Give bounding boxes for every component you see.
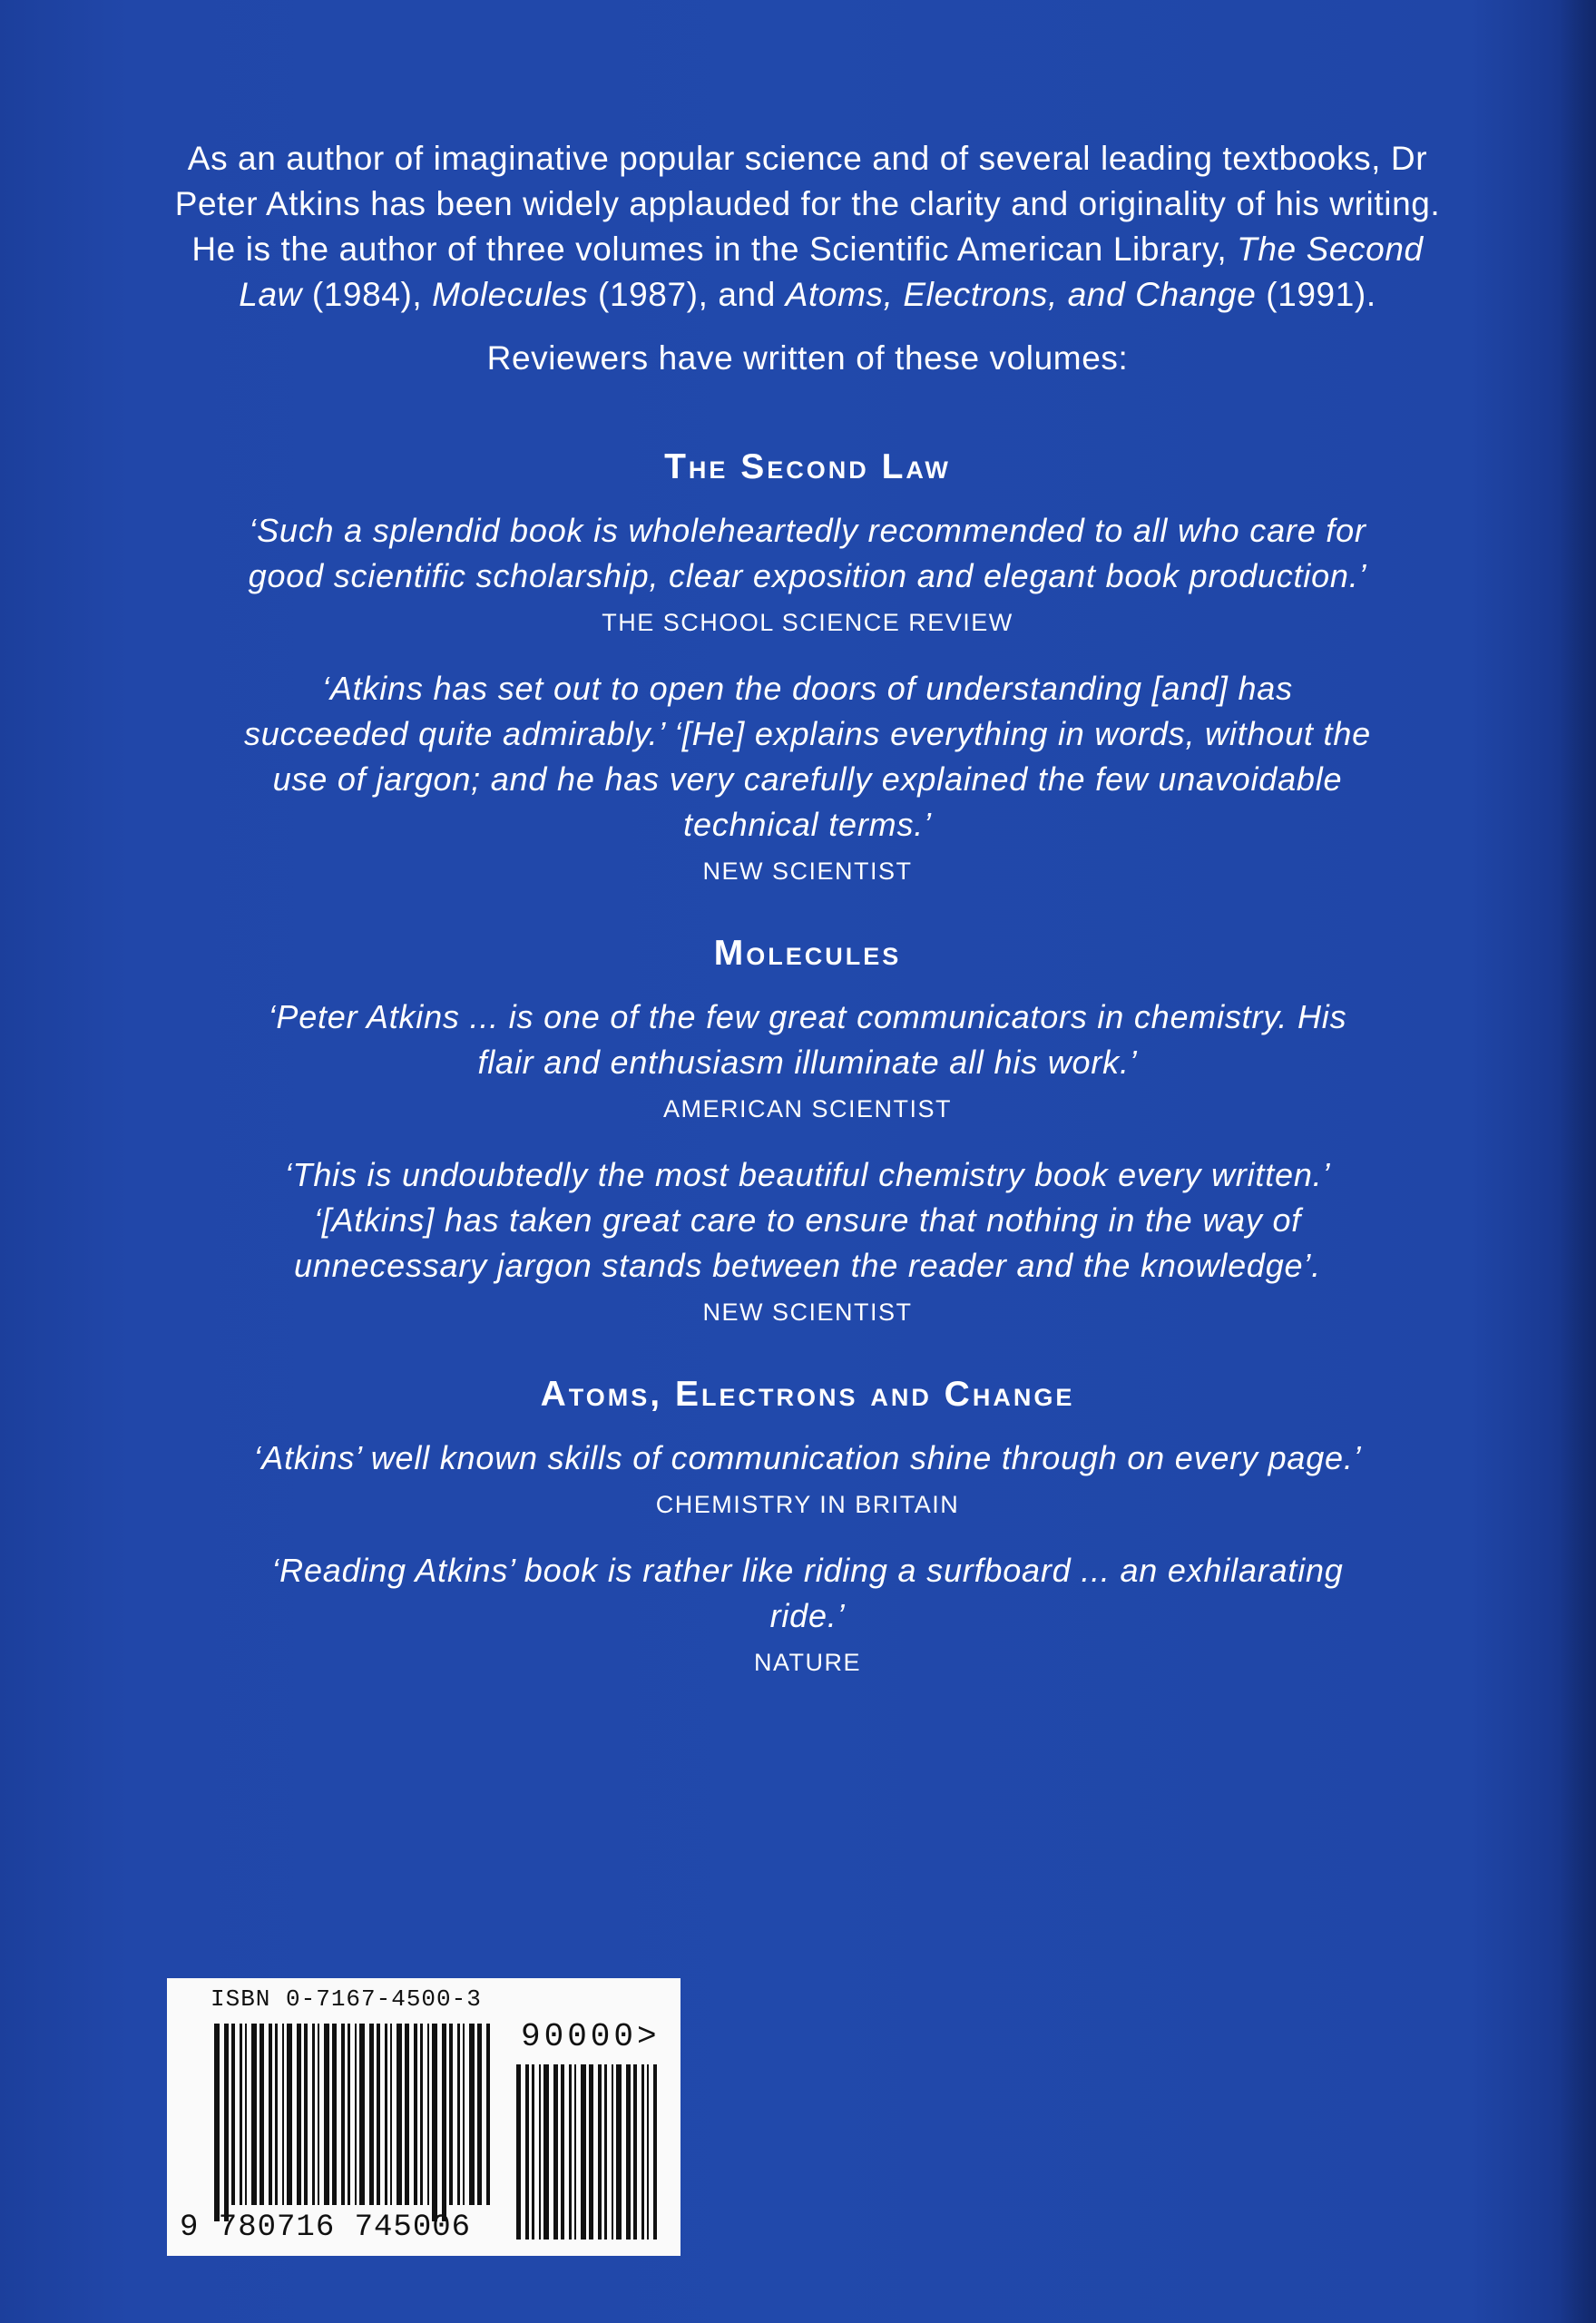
barcode-bar bbox=[516, 2064, 521, 2240]
barcode-bar bbox=[469, 2024, 475, 2205]
review-quote: ‘Reading Atkins’ book is rather like riding a surfboard ... an exhilarating ride.’ bbox=[271, 1552, 1344, 1634]
section-title: Atoms, Electrons and Change bbox=[540, 1375, 1075, 1414]
barcode-bar bbox=[259, 2024, 264, 2205]
barcode-bar bbox=[427, 2024, 429, 2205]
barcode-bar bbox=[240, 2024, 242, 2205]
bio-text-3: (1987), and bbox=[588, 276, 786, 313]
barcode-bar bbox=[553, 2064, 558, 2240]
barcode-bar bbox=[359, 2024, 365, 2205]
review-quote: ‘This is undoubtedly the most beautiful chemistry book every written.’ ‘[Atkins] has taken great care to ensure that nothing in the way of unnecessary jargon stands between the reader and the knowledge’. bbox=[284, 1156, 1331, 1284]
reviewers-intro: Reviewers have written of these volumes: bbox=[486, 339, 1129, 377]
barcode-bar bbox=[269, 2024, 272, 2205]
barcode-bar bbox=[616, 2064, 622, 2240]
review-quote: ‘Such a splendid book is wholeheartedly recommended to all who care for good scientific scholarship, clear exposition and elegant book production.’ bbox=[248, 512, 1367, 594]
price-code-digits: 90000 bbox=[521, 2018, 638, 2055]
barcode-bar bbox=[432, 2024, 437, 2221]
barcode-bar bbox=[377, 2024, 380, 2205]
barcode-bar bbox=[574, 2064, 576, 2240]
addon-barcode-bars bbox=[516, 2064, 657, 2240]
barcode-bar bbox=[569, 2064, 572, 2240]
barcode-bar bbox=[397, 2024, 402, 2205]
barcode-bar bbox=[653, 2064, 657, 2240]
price-arrow: > bbox=[637, 2018, 661, 2055]
barcode-bar bbox=[457, 2024, 460, 2205]
review-quote: ‘Atkins’ well known skills of communication shine through on every page.’ bbox=[253, 1439, 1362, 1476]
barcode-bar bbox=[532, 2064, 534, 2240]
barcode-bar bbox=[414, 2024, 417, 2205]
barcode-bar bbox=[287, 2024, 292, 2205]
section-title: The Second Law bbox=[664, 447, 951, 486]
spine-edge bbox=[1560, 0, 1596, 2323]
price-code bbox=[521, 2018, 661, 2055]
review-quote: ‘Peter Atkins ... is one of the few great communicators in chemistry. His flair and enthusiasm illuminate all his work.’ bbox=[268, 998, 1347, 1081]
barcode-bar bbox=[275, 2024, 278, 2205]
barcode-bar bbox=[245, 2024, 247, 2205]
barcode-bar bbox=[477, 2024, 482, 2205]
barcode-bar bbox=[598, 2064, 602, 2240]
section-title: Molecules bbox=[713, 934, 902, 973]
title-second-law: The Second Law bbox=[239, 230, 1424, 313]
review-source: THE SCHOOL SCIENCE REVIEW bbox=[602, 609, 1013, 636]
section-second-law bbox=[163, 445, 1452, 889]
barcode-bar bbox=[442, 2024, 446, 2221]
barcode-bar bbox=[231, 2024, 235, 2205]
title-atoms: Atoms, Electrons, and Change bbox=[785, 276, 1257, 313]
barcode-bar bbox=[318, 2024, 319, 2205]
barcode-bar bbox=[463, 2024, 465, 2205]
review-source: AMERICAN SCIENTIST bbox=[662, 1095, 953, 1122]
review-source: NEW SCIENTIST bbox=[702, 858, 913, 885]
bio-text-2: (1984), bbox=[301, 276, 433, 313]
section-molecules bbox=[163, 931, 1452, 1330]
author-bio bbox=[163, 136, 1452, 318]
barcode-bar bbox=[633, 2064, 637, 2240]
barcode-bar bbox=[589, 2064, 593, 2240]
title-molecules: Molecules bbox=[432, 276, 589, 313]
barcode-bar bbox=[641, 2064, 644, 2240]
barcode-bar bbox=[449, 2024, 453, 2205]
barcode-bar bbox=[647, 2064, 649, 2240]
barcode-bar bbox=[297, 2024, 301, 2205]
barcode-bar bbox=[332, 2024, 337, 2205]
barcode-bar bbox=[486, 2024, 490, 2205]
barcode-bar bbox=[355, 2024, 357, 2205]
barcode-bar bbox=[341, 2024, 345, 2205]
barcode-bar bbox=[543, 2064, 549, 2240]
review-source: NATURE bbox=[753, 1649, 861, 1676]
barcode-bar bbox=[420, 2024, 423, 2205]
ean-barcode-bars bbox=[214, 2024, 490, 2221]
barcode-bar bbox=[385, 2024, 387, 2205]
barcode-bar bbox=[405, 2024, 409, 2205]
barcode-bar bbox=[561, 2064, 564, 2240]
review-source: CHEMISTRY IN BRITAIN bbox=[655, 1491, 960, 1518]
barcode-bar bbox=[539, 2064, 541, 2240]
barcode-bar bbox=[282, 2024, 284, 2205]
review-source: NEW SCIENTIST bbox=[702, 1299, 913, 1326]
barcode-label bbox=[167, 1978, 681, 2256]
barcode-bar bbox=[312, 2024, 315, 2205]
barcode-bar bbox=[390, 2024, 392, 2205]
barcode-bar bbox=[626, 2064, 631, 2240]
section-atoms-electrons bbox=[163, 1372, 1452, 1681]
isbn-number: ISBN 0-7167-4500-3 bbox=[211, 1985, 482, 2013]
barcode-bar bbox=[581, 2064, 586, 2240]
review-quote: ‘Atkins has set out to open the doors of understanding [and] has succeeded quite admirably.’ ‘[He] explains everything in words, without the use of jargon; and he has very carefully explained the few unavoidable technical terms.’ bbox=[244, 670, 1371, 843]
barcode-bar bbox=[324, 2024, 329, 2205]
barcode-bar bbox=[369, 2024, 374, 2205]
barcode-bar bbox=[251, 2024, 257, 2205]
barcode-bar bbox=[348, 2024, 350, 2205]
ean-number: 9 780716 745006 bbox=[180, 2210, 472, 2245]
barcode-bar bbox=[304, 2024, 308, 2205]
barcode-bar bbox=[604, 2064, 607, 2240]
barcode-bar bbox=[214, 2024, 220, 2221]
bio-text-4: (1991). bbox=[1256, 276, 1376, 313]
barcode-bar bbox=[224, 2024, 229, 2221]
barcode-bar bbox=[612, 2064, 613, 2240]
barcode-bar bbox=[525, 2064, 529, 2240]
bio-text-1: As an author of imaginative popular science and of several leading textbooks, Dr Peter Atkins has been widely applauded for the clarity and originality of his writing. He is the author of three volumes in the Scientific American Library, bbox=[174, 140, 1441, 268]
cover-text bbox=[163, 136, 1452, 1706]
